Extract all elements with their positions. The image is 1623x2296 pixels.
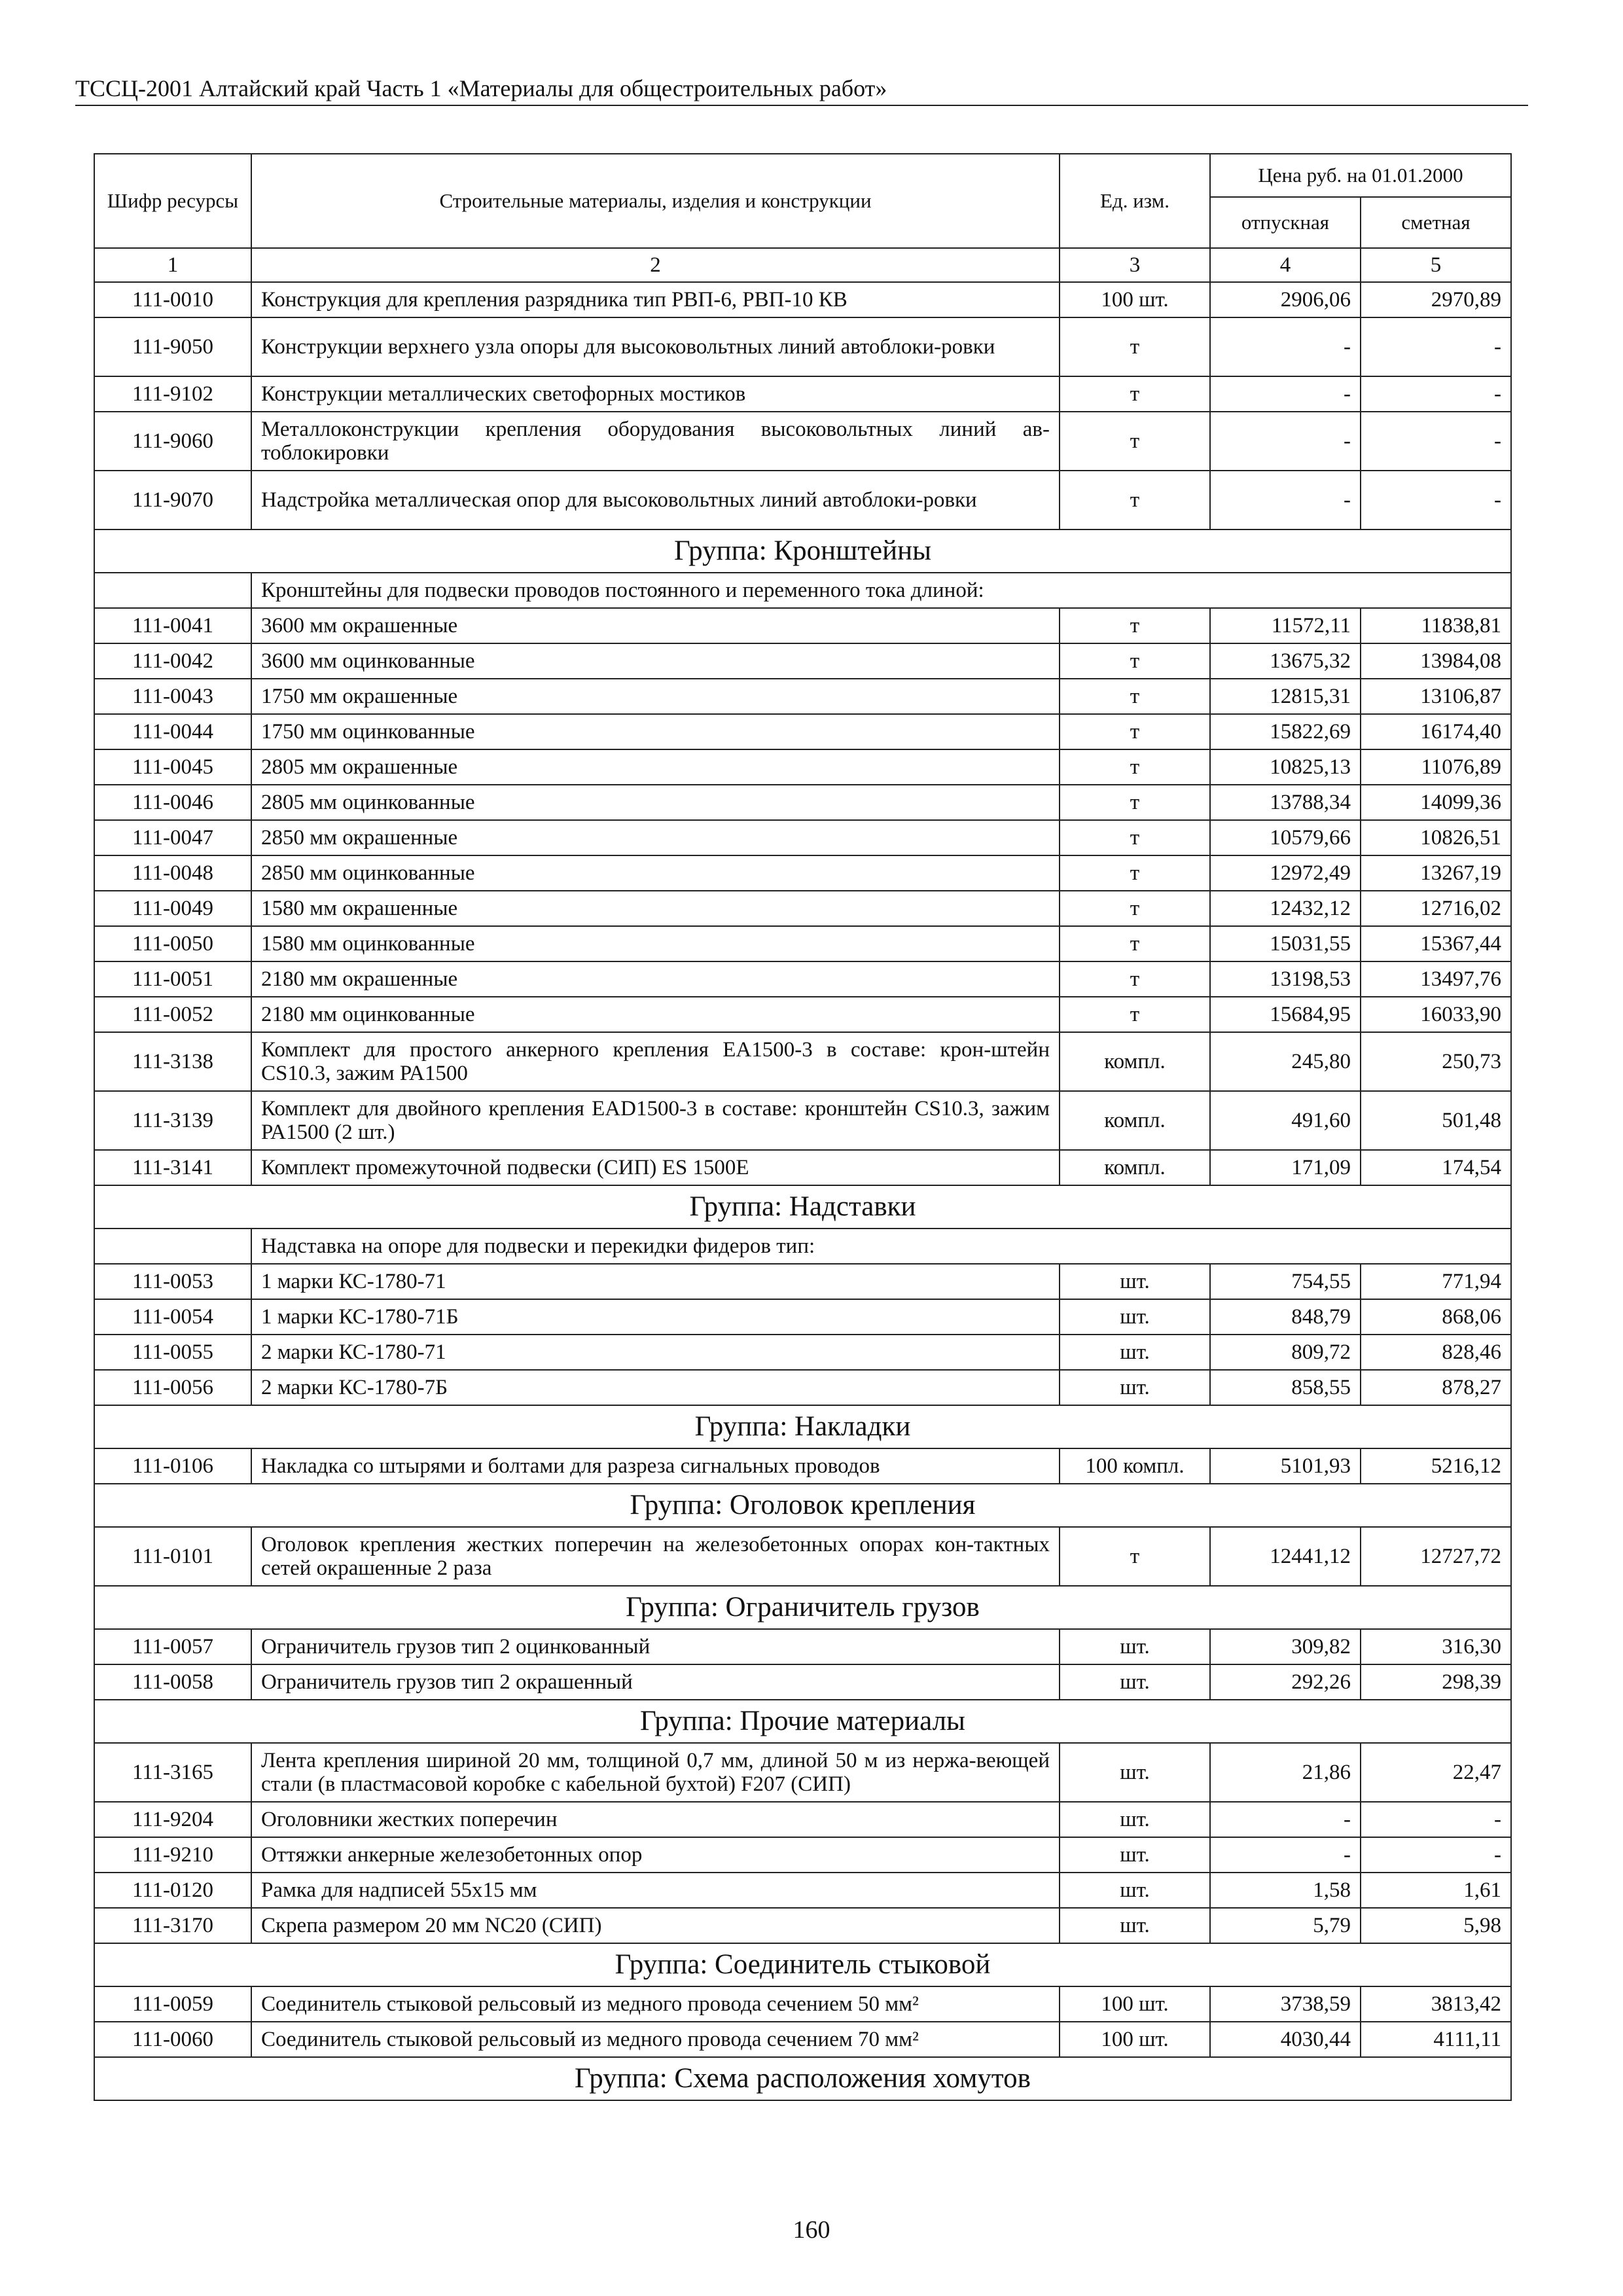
- release-price: 15822,69: [1210, 714, 1361, 749]
- estimate-price: 298,39: [1361, 1664, 1511, 1700]
- group-header-row: [94, 529, 1511, 573]
- release-price: 491,60: [1210, 1091, 1361, 1150]
- unit-of-measure: компл.: [1060, 1091, 1210, 1150]
- unit-of-measure: шт.: [1060, 1837, 1210, 1873]
- material-name: 1580 мм окрашенные: [251, 891, 1060, 926]
- resource-code: 111-0054: [94, 1299, 251, 1335]
- price-table: [94, 153, 1512, 2101]
- release-price: 3738,59: [1210, 1986, 1361, 2022]
- release-price: 13198,53: [1210, 961, 1361, 997]
- estimate-price: 13267,19: [1361, 855, 1511, 891]
- unit-of-measure: шт.: [1060, 1370, 1210, 1405]
- column-number: 3: [1060, 248, 1210, 282]
- material-name: 2850 мм окрашенные: [251, 820, 1060, 855]
- material-name: 1750 мм окрашенные: [251, 679, 1060, 714]
- release-price: 171,09: [1210, 1150, 1361, 1185]
- estimate-price: 868,06: [1361, 1299, 1511, 1335]
- table-row: [94, 855, 1511, 891]
- estimate-price: 16174,40: [1361, 714, 1511, 749]
- table-row: [94, 1448, 1511, 1484]
- estimate-price: 878,27: [1361, 1370, 1511, 1405]
- resource-code: 111-0120: [94, 1873, 251, 1908]
- unit-of-measure: т: [1060, 471, 1210, 529]
- unit-of-measure: т: [1060, 961, 1210, 997]
- estimate-price: 828,46: [1361, 1335, 1511, 1370]
- unit-of-measure: т: [1060, 926, 1210, 961]
- release-price: 10579,66: [1210, 820, 1361, 855]
- unit-of-measure: шт.: [1060, 1908, 1210, 1943]
- release-price: 12815,31: [1210, 679, 1361, 714]
- unit-of-measure: 100 шт.: [1060, 2022, 1210, 2057]
- subgroup-label-row: [94, 573, 1511, 608]
- release-price: 15684,95: [1210, 997, 1361, 1032]
- release-price: 5101,93: [1210, 1448, 1361, 1484]
- subgroup-label-row: [94, 1229, 1511, 1264]
- unit-of-measure: т: [1060, 785, 1210, 820]
- unit-of-measure: компл.: [1060, 1150, 1210, 1185]
- material-name: 2 марки КС-1780-7Б: [251, 1370, 1060, 1405]
- table-row: [94, 1150, 1511, 1185]
- resource-code: 111-0049: [94, 891, 251, 926]
- resource-code: 111-3170: [94, 1908, 251, 1943]
- table-row: [94, 1335, 1511, 1370]
- group-title: Группа: Накладки: [94, 1405, 1511, 1448]
- resource-code: 111-0047: [94, 820, 251, 855]
- table-row: [94, 1299, 1511, 1335]
- estimate-price: -: [1361, 317, 1511, 376]
- resource-code: 111-0050: [94, 926, 251, 961]
- table-row: [94, 1370, 1511, 1405]
- estimate-price: 11838,81: [1361, 608, 1511, 643]
- material-name: 1 марки КС-1780-71Б: [251, 1299, 1060, 1335]
- material-name: Металлоконструкции крепления оборудования высоковольтных линий ав-тоблокировки: [251, 412, 1060, 471]
- group-title: Группа: Надставки: [94, 1185, 1511, 1229]
- table-row: [94, 926, 1511, 961]
- resource-code: 111-9210: [94, 1837, 251, 1873]
- resource-code: 111-3165: [94, 1743, 251, 1802]
- group-header-row: [94, 2057, 1511, 2100]
- resource-code: 111-3139: [94, 1091, 251, 1150]
- release-price: 13788,34: [1210, 785, 1361, 820]
- estimate-price: 12716,02: [1361, 891, 1511, 926]
- material-name: 2850 мм оцинкованные: [251, 855, 1060, 891]
- resource-code: 111-3141: [94, 1150, 251, 1185]
- table-row: [94, 1743, 1511, 1802]
- unit-of-measure: т: [1060, 376, 1210, 412]
- page-header: ТССЦ-2001 Алтайский край Часть 1 «Материалы для общестроительных работ»: [75, 73, 1528, 106]
- estimate-price: 174,54: [1361, 1150, 1511, 1185]
- release-price: 12432,12: [1210, 891, 1361, 926]
- table-body: [94, 282, 1511, 2100]
- resource-code: 111-0106: [94, 1448, 251, 1484]
- material-name: 3600 мм окрашенные: [251, 608, 1060, 643]
- group-header-row: [94, 1405, 1511, 1448]
- unit-of-measure: 100 шт.: [1060, 1986, 1210, 2022]
- table-row: [94, 1986, 1511, 2022]
- release-price: 13675,32: [1210, 643, 1361, 679]
- release-price: -: [1210, 376, 1361, 412]
- group-title: Группа: Соединитель стыковой: [94, 1943, 1511, 1986]
- material-name: Ограничитель грузов тип 2 окрашенный: [251, 1664, 1060, 1700]
- unit-of-measure: шт.: [1060, 1873, 1210, 1908]
- table-row: [94, 608, 1511, 643]
- material-name: Оттяжки анкерные железобетонных опор: [251, 1837, 1060, 1873]
- estimate-price: 12727,72: [1361, 1527, 1511, 1586]
- unit-of-measure: компл.: [1060, 1032, 1210, 1091]
- resource-code: 111-9050: [94, 317, 251, 376]
- unit-of-measure: т: [1060, 749, 1210, 785]
- column-number: 1: [94, 248, 251, 282]
- group-title: Группа: Оголовок крепления: [94, 1484, 1511, 1527]
- material-name: Скрепа размером 20 мм NC20 (СИП): [251, 1908, 1060, 1943]
- resource-code: 111-0010: [94, 282, 251, 317]
- col-header-unit: Ед. изм.: [1060, 154, 1210, 248]
- estimate-price: -: [1361, 1802, 1511, 1837]
- table-row: [94, 317, 1511, 376]
- material-name: 1580 мм оцинкованные: [251, 926, 1060, 961]
- material-name: Рамка для надписей 55х15 мм: [251, 1873, 1060, 1908]
- table-header: [94, 154, 1511, 282]
- unit-of-measure: шт.: [1060, 1743, 1210, 1802]
- unit-of-measure: шт.: [1060, 1335, 1210, 1370]
- release-price: -: [1210, 412, 1361, 471]
- table-row: [94, 2022, 1511, 2057]
- table-row: [94, 1032, 1511, 1091]
- release-price: -: [1210, 317, 1361, 376]
- estimate-price: 15367,44: [1361, 926, 1511, 961]
- table-row: [94, 891, 1511, 926]
- material-name: Оголовок крепления жестких поперечин на железобетонных опорах кон-тактных сетей окрашенные 2 раза: [251, 1527, 1060, 1586]
- table-row: [94, 997, 1511, 1032]
- material-name: 2180 мм оцинкованные: [251, 997, 1060, 1032]
- unit-of-measure: шт.: [1060, 1802, 1210, 1837]
- group-header-row: [94, 1185, 1511, 1229]
- table-row: [94, 679, 1511, 714]
- material-name: Оголовники жестких поперечин: [251, 1802, 1060, 1837]
- material-name: Накладка со штырями и болтами для разреза сигнальных проводов: [251, 1448, 1060, 1484]
- material-name: Комплект для простого анкерного крепления ЕА1500-3 в составе: крон-штейн CS10.3, зажим РА1500: [251, 1032, 1060, 1091]
- material-name: 2805 мм оцинкованные: [251, 785, 1060, 820]
- subgroup-label: Надставка на опоре для подвески и перекидки фидеров тип:: [251, 1229, 1511, 1264]
- resource-code: 111-0057: [94, 1629, 251, 1664]
- material-name: Соединитель стыковой рельсовый из медного провода сечением 70 мм²: [251, 2022, 1060, 2057]
- estimate-price: -: [1361, 471, 1511, 529]
- estimate-price: 2970,89: [1361, 282, 1511, 317]
- table-row: [94, 1629, 1511, 1664]
- unit-of-measure: т: [1060, 891, 1210, 926]
- col-header-name: Строительные материалы, изделия и конструкции: [251, 154, 1060, 248]
- release-price: -: [1210, 1837, 1361, 1873]
- release-price: 10825,13: [1210, 749, 1361, 785]
- release-price: -: [1210, 1802, 1361, 1837]
- unit-of-measure: т: [1060, 317, 1210, 376]
- unit-of-measure: шт.: [1060, 1629, 1210, 1664]
- table-row: [94, 282, 1511, 317]
- release-price: 11572,11: [1210, 608, 1361, 643]
- estimate-price: 22,47: [1361, 1743, 1511, 1802]
- estimate-price: 11076,89: [1361, 749, 1511, 785]
- table-row: [94, 1264, 1511, 1299]
- resource-code: 111-0043: [94, 679, 251, 714]
- unit-of-measure: т: [1060, 855, 1210, 891]
- estimate-price: 5,98: [1361, 1908, 1511, 1943]
- material-name: Ограничитель грузов тип 2 оцинкованный: [251, 1629, 1060, 1664]
- resource-code: 111-0056: [94, 1370, 251, 1405]
- table-row: [94, 1664, 1511, 1700]
- table-row: [94, 820, 1511, 855]
- group-header-row: [94, 1700, 1511, 1743]
- release-price: 809,72: [1210, 1335, 1361, 1370]
- release-price: 309,82: [1210, 1629, 1361, 1664]
- unit-of-measure: 100 компл.: [1060, 1448, 1210, 1484]
- resource-code: 111-9204: [94, 1802, 251, 1837]
- resource-code: 111-0053: [94, 1264, 251, 1299]
- table-row: [94, 1802, 1511, 1837]
- resource-code: 111-3138: [94, 1032, 251, 1091]
- estimate-price: 1,61: [1361, 1873, 1511, 1908]
- material-name: Комплект промежуточной подвески (СИП) ES 1500Е: [251, 1150, 1060, 1185]
- resource-code: 111-0041: [94, 608, 251, 643]
- material-name: 2180 мм окрашенные: [251, 961, 1060, 997]
- estimate-price: 10826,51: [1361, 820, 1511, 855]
- table-row: [94, 1837, 1511, 1873]
- resource-code: 111-9070: [94, 471, 251, 529]
- material-name: 1 марки КС-1780-71: [251, 1264, 1060, 1299]
- estimate-price: 3813,42: [1361, 1986, 1511, 2022]
- group-header-row: [94, 1586, 1511, 1629]
- resource-code: 111-0042: [94, 643, 251, 679]
- unit-of-measure: т: [1060, 608, 1210, 643]
- column-number: 2: [251, 248, 1060, 282]
- resource-code: 111-0052: [94, 997, 251, 1032]
- material-name: Конструкции верхнего узла опоры для высоковольтных линий автоблоки-ровки: [251, 317, 1060, 376]
- release-price: 15031,55: [1210, 926, 1361, 961]
- unit-of-measure: т: [1060, 714, 1210, 749]
- release-price: 4030,44: [1210, 2022, 1361, 2057]
- subgroup-label: Кронштейны для подвески проводов постоянного и переменного тока длиной:: [251, 573, 1511, 608]
- estimate-price: -: [1361, 1837, 1511, 1873]
- release-price: 848,79: [1210, 1299, 1361, 1335]
- resource-code: 111-0059: [94, 1986, 251, 2022]
- estimate-price: 250,73: [1361, 1032, 1511, 1091]
- table-row: [94, 749, 1511, 785]
- material-name: Лента крепления шириной 20 мм, толщиной 0,7 мм, длиной 50 м из нержа-веющей стали (в пластмасовой коробке с кабельной бухтой) F207 (СИП): [251, 1743, 1060, 1802]
- resource-code: 111-0060: [94, 2022, 251, 2057]
- estimate-price: 16033,90: [1361, 997, 1511, 1032]
- resource-code: 111-0055: [94, 1335, 251, 1370]
- estimate-price: 13497,76: [1361, 961, 1511, 997]
- unit-of-measure: шт.: [1060, 1299, 1210, 1335]
- unit-of-measure: т: [1060, 679, 1210, 714]
- unit-of-measure: шт.: [1060, 1264, 1210, 1299]
- table-row: [94, 1527, 1511, 1586]
- col-header-price: Цена руб. на 01.01.2000: [1210, 154, 1511, 197]
- unit-of-measure: 100 шт.: [1060, 282, 1210, 317]
- resource-code: 111-9102: [94, 376, 251, 412]
- unit-of-measure: шт.: [1060, 1664, 1210, 1700]
- release-price: 21,86: [1210, 1743, 1361, 1802]
- release-price: 292,26: [1210, 1664, 1361, 1700]
- material-name: Конструкция для крепления разрядника тип РВП-6, РВП-10 КВ: [251, 282, 1060, 317]
- resource-code: 111-0046: [94, 785, 251, 820]
- table-row: [94, 412, 1511, 471]
- table-row: [94, 785, 1511, 820]
- table-row: [94, 1873, 1511, 1908]
- group-header-row: [94, 1943, 1511, 1986]
- column-number: 4: [1210, 248, 1361, 282]
- group-title: Группа: Схема расположения хомутов: [94, 2057, 1511, 2100]
- estimate-price: 4111,11: [1361, 2022, 1511, 2057]
- group-title: Группа: Прочие материалы: [94, 1700, 1511, 1743]
- unit-of-measure: т: [1060, 643, 1210, 679]
- unit-of-measure: т: [1060, 1527, 1210, 1586]
- row-empty-cell: [94, 1229, 251, 1264]
- table-row: [94, 376, 1511, 412]
- material-name: Соединитель стыковой рельсовый из медного провода сечением 50 мм²: [251, 1986, 1060, 2022]
- unit-of-measure: т: [1060, 820, 1210, 855]
- resource-code: 111-0045: [94, 749, 251, 785]
- group-header-row: [94, 1484, 1511, 1527]
- estimate-price: 316,30: [1361, 1629, 1511, 1664]
- table-row: [94, 1908, 1511, 1943]
- estimate-price: 14099,36: [1361, 785, 1511, 820]
- estimate-price: 13984,08: [1361, 643, 1511, 679]
- resource-code: 111-0058: [94, 1664, 251, 1700]
- table-row: [94, 643, 1511, 679]
- estimate-price: 771,94: [1361, 1264, 1511, 1299]
- release-price: 12441,12: [1210, 1527, 1361, 1586]
- estimate-price: -: [1361, 412, 1511, 471]
- release-price: -: [1210, 471, 1361, 529]
- release-price: 754,55: [1210, 1264, 1361, 1299]
- resource-code: 111-9060: [94, 412, 251, 471]
- release-price: 5,79: [1210, 1908, 1361, 1943]
- group-title: Группа: Кронштейны: [94, 529, 1511, 573]
- table-row: [94, 1091, 1511, 1150]
- col-header-estimate-price: сметная: [1361, 197, 1511, 248]
- unit-of-measure: т: [1060, 412, 1210, 471]
- col-header-release-price: отпускная: [1210, 197, 1361, 248]
- release-price: 858,55: [1210, 1370, 1361, 1405]
- unit-of-measure: т: [1060, 997, 1210, 1032]
- resource-code: 111-0048: [94, 855, 251, 891]
- table-row: [94, 471, 1511, 529]
- release-price: 245,80: [1210, 1032, 1361, 1091]
- group-title: Группа: Ограничитель грузов: [94, 1586, 1511, 1629]
- page-number: 160: [793, 2216, 830, 2244]
- material-name: Комплект для двойного крепления EAD1500-3 в составе: кронштейн CS10.3, зажим РА1500 (2 шт.): [251, 1091, 1060, 1150]
- table-row: [94, 961, 1511, 997]
- release-price: 2906,06: [1210, 282, 1361, 317]
- release-price: 12972,49: [1210, 855, 1361, 891]
- material-name: 2805 мм окрашенные: [251, 749, 1060, 785]
- material-name: 1750 мм оцинкованные: [251, 714, 1060, 749]
- material-name: 3600 мм оцинкованные: [251, 643, 1060, 679]
- material-name: Конструкции металлических светофорных мостиков: [251, 376, 1060, 412]
- estimate-price: -: [1361, 376, 1511, 412]
- row-empty-cell: [94, 573, 251, 608]
- resource-code: 111-0101: [94, 1527, 251, 1586]
- resource-code: 111-0044: [94, 714, 251, 749]
- material-name: 2 марки КС-1780-71: [251, 1335, 1060, 1370]
- estimate-price: 13106,87: [1361, 679, 1511, 714]
- resource-code: 111-0051: [94, 961, 251, 997]
- material-name: Надстройка металлическая опор для высоковольтных линий автоблоки-ровки: [251, 471, 1060, 529]
- column-number: 5: [1361, 248, 1511, 282]
- estimate-price: 5216,12: [1361, 1448, 1511, 1484]
- column-numbers-row: [94, 248, 1511, 282]
- release-price: 1,58: [1210, 1873, 1361, 1908]
- col-header-code: Шифр ресурсы: [94, 154, 251, 248]
- table-row: [94, 714, 1511, 749]
- estimate-price: 501,48: [1361, 1091, 1511, 1150]
